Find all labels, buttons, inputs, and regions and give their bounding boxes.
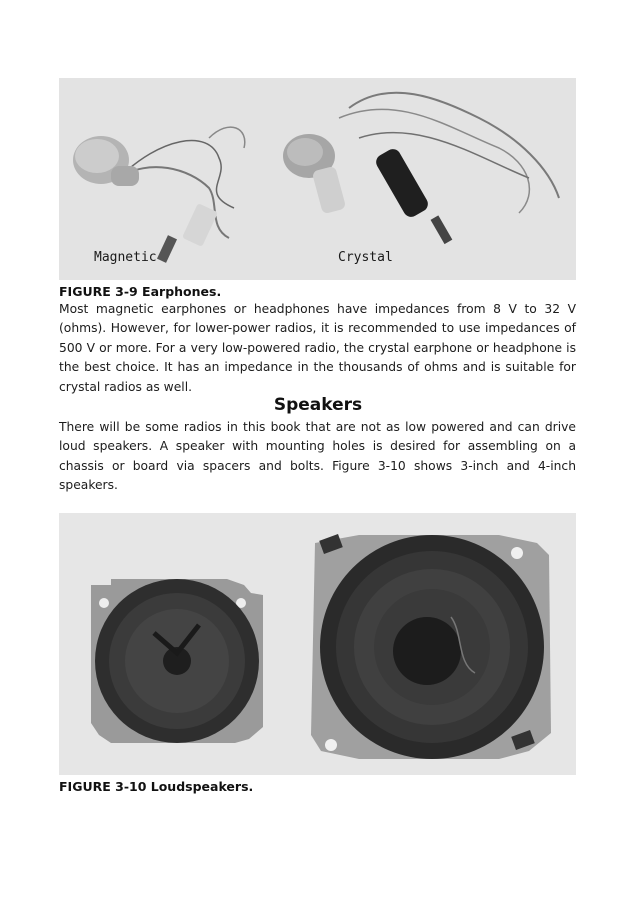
magnetic-label: Magnetic [94, 250, 157, 265]
earphones-paragraph: Most magnetic earphones or headphones have impedances from 8 V to 32 V (ohms). However, for lower-power radios, it is recommended to use impedances of 500 V or more. For a very low-powered radio, the crystal earphone or headphone is the best choice. It has an impedance in the thousands of ohms and is suitable for crystal radios as well. [59, 302, 576, 394]
figure-3-9-caption: FIGURE 3-9 Earphones. [59, 284, 222, 299]
section-heading: Speakers [273, 395, 363, 415]
earphones-photo [59, 78, 576, 280]
small-speaker [91, 579, 263, 743]
speakers-paragraph: There will be some radios in this book that are not as low powered and can drive loud speakers. A speaker with mounting holes is desired for assembling on a chassis or board via spacers and bolts. Figure 3-10 shows 3-inch and 4-inch speakers. [59, 420, 576, 493]
crystal-label: Crystal [338, 250, 393, 265]
figure-3-10-caption: FIGURE 3-10 Loudspeakers. [59, 779, 254, 794]
large-speaker [311, 534, 551, 759]
loudspeakers-illustration [59, 513, 576, 775]
loudspeakers-photo [59, 513, 576, 775]
